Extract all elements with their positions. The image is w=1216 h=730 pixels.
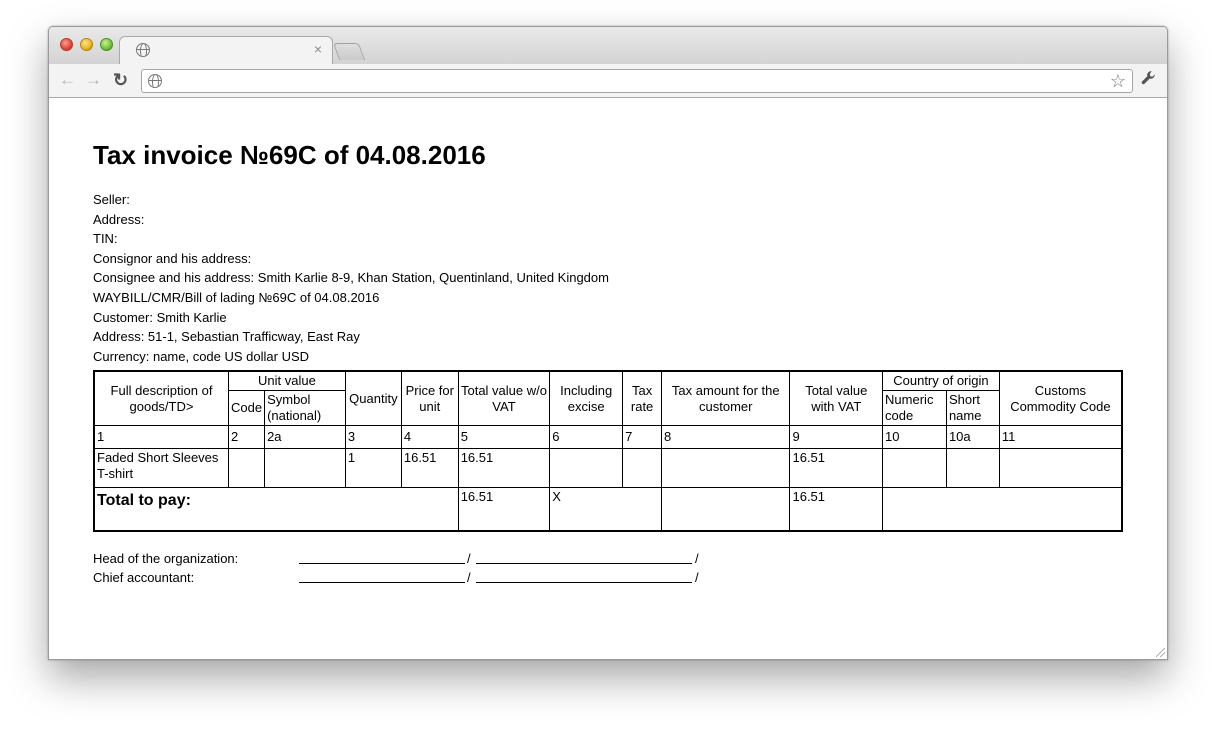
reload-icon[interactable]: ↻ [113,70,129,90]
total-row [94,488,1122,531]
total-excise: X [550,488,662,531]
total-with-vat: 16.51 [790,488,883,531]
new-tab-button[interactable] [333,43,365,60]
globe-icon [148,74,162,88]
header-excise: Including excise [550,371,623,426]
browser-tab[interactable] [119,36,333,64]
zoom-window-button[interactable] [100,38,113,51]
colnum-cell: 10a [946,426,999,449]
colnum-cell: 4 [401,426,458,449]
info-customer: Customer: Smith Karlie [93,309,227,325]
colnum-cell: 6 [550,426,623,449]
invoice-document [93,135,1133,587]
total-label-cell [94,488,458,531]
info-consignor: Consignor and his address: [93,250,252,266]
cell-price: 16.51 [401,449,458,488]
header-unit-value: Unit value [228,371,345,391]
globe-icon [136,43,150,57]
header-customs: Customs Commodity Code [999,371,1122,426]
colnum-cell: 11 [999,426,1122,449]
invoice-table [93,370,1123,532]
column-number-row [94,426,1122,449]
header-total-with-vat: Total value with VAT [790,371,883,426]
forward-arrow-icon[interactable]: → [85,70,102,89]
cell-excise [550,449,623,488]
name-line [476,582,692,583]
header-tax-amount: Tax amount for the customer [662,371,790,426]
colnum-cell: 7 [623,426,662,449]
minimize-window-button[interactable] [80,38,93,51]
cell-tax-rate [623,449,662,488]
header-total-wo-vat: Total value w/o VAT [458,371,550,426]
resize-grip-icon[interactable] [1156,648,1165,657]
colnum-cell: 1 [94,426,228,449]
invoice-title: Tax invoice №69C of 04.08.2016 [93,140,486,170]
signatures [93,549,1133,587]
header-symbol: Symbol (national) [265,391,346,426]
cell-quantity: 1 [345,449,401,488]
name-line [476,563,692,564]
header-price: Price for unit [401,371,458,426]
header-country: Country of origin [883,371,1000,391]
colnum-cell: 10 [883,426,947,449]
page-content [49,99,1167,660]
cell-numeric-code [883,449,947,488]
slash: / [467,569,471,585]
cell-description: Faded Short Sleeves T-shirt [94,449,228,488]
total-empty-cell [883,488,1122,531]
info-customer-address: Address: 51-1, Sebastian Trafficway, East Ray [93,329,360,345]
cell-short-name [946,449,999,488]
info-waybill: WAYBILL/CMR/Bill of lading №69C of 04.08.2016 [93,289,380,305]
table-header-row [94,371,1122,391]
head-label: Head of the organization: [93,550,239,566]
title-bar [49,27,1167,64]
cell-total-with-vat: 16.51 [790,449,883,488]
cell-tax-amount [662,449,790,488]
cell-code [228,449,264,488]
browser-toolbar [49,64,1167,98]
colnum-cell: 5 [458,426,550,449]
info-consignee: Consignee and his address: Smith Karlie 8-9, Khan Station, Quentinland, United Kingdom [93,270,609,286]
slash: / [467,550,471,566]
colnum-cell: 8 [662,426,790,449]
total-wo-vat: 16.51 [458,488,550,531]
back-arrow-icon[interactable]: ← [59,70,76,89]
info-address: Address: [93,211,145,227]
cell-symbol [265,449,346,488]
tab-close-icon[interactable]: × [313,41,322,57]
cell-customs [999,449,1122,488]
header-description: Full description of goods/TD> [94,371,228,426]
signature-line [299,582,465,583]
wrench-menu-icon[interactable] [1141,70,1157,91]
info-seller: Seller: [93,192,130,207]
wrench-icon [1141,70,1157,86]
header-short-name: Short name [946,391,999,426]
header-numeric-code: Numeric code [883,391,947,426]
invoice-info [93,190,1133,366]
total-tax-amount [662,488,790,531]
slash: / [695,550,699,566]
info-tin: TIN: [93,231,118,247]
colnum-cell: 3 [345,426,401,449]
header-tax-rate: Tax rate [623,371,662,426]
header-quantity: Quantity [345,371,401,426]
colnum-cell: 2a [265,426,346,449]
cell-total-wo-vat: 16.51 [458,449,550,488]
header-code: Code [228,391,264,426]
close-window-button[interactable] [60,38,73,51]
info-currency: Currency: name, code US dollar USD [93,348,310,364]
bookmark-star-icon[interactable]: ☆ [1109,71,1126,91]
accountant-label: Chief accountant: [93,569,195,585]
slash: / [695,569,699,585]
browser-window [48,26,1168,660]
total-label: Total to pay: [97,492,191,510]
signature-head [93,549,1133,568]
colnum-cell: 2 [228,426,264,449]
colnum-cell: 9 [790,426,883,449]
signature-accountant [93,568,1133,587]
signature-line [299,563,465,564]
address-bar[interactable] [141,69,1133,93]
table-row [94,449,1122,488]
